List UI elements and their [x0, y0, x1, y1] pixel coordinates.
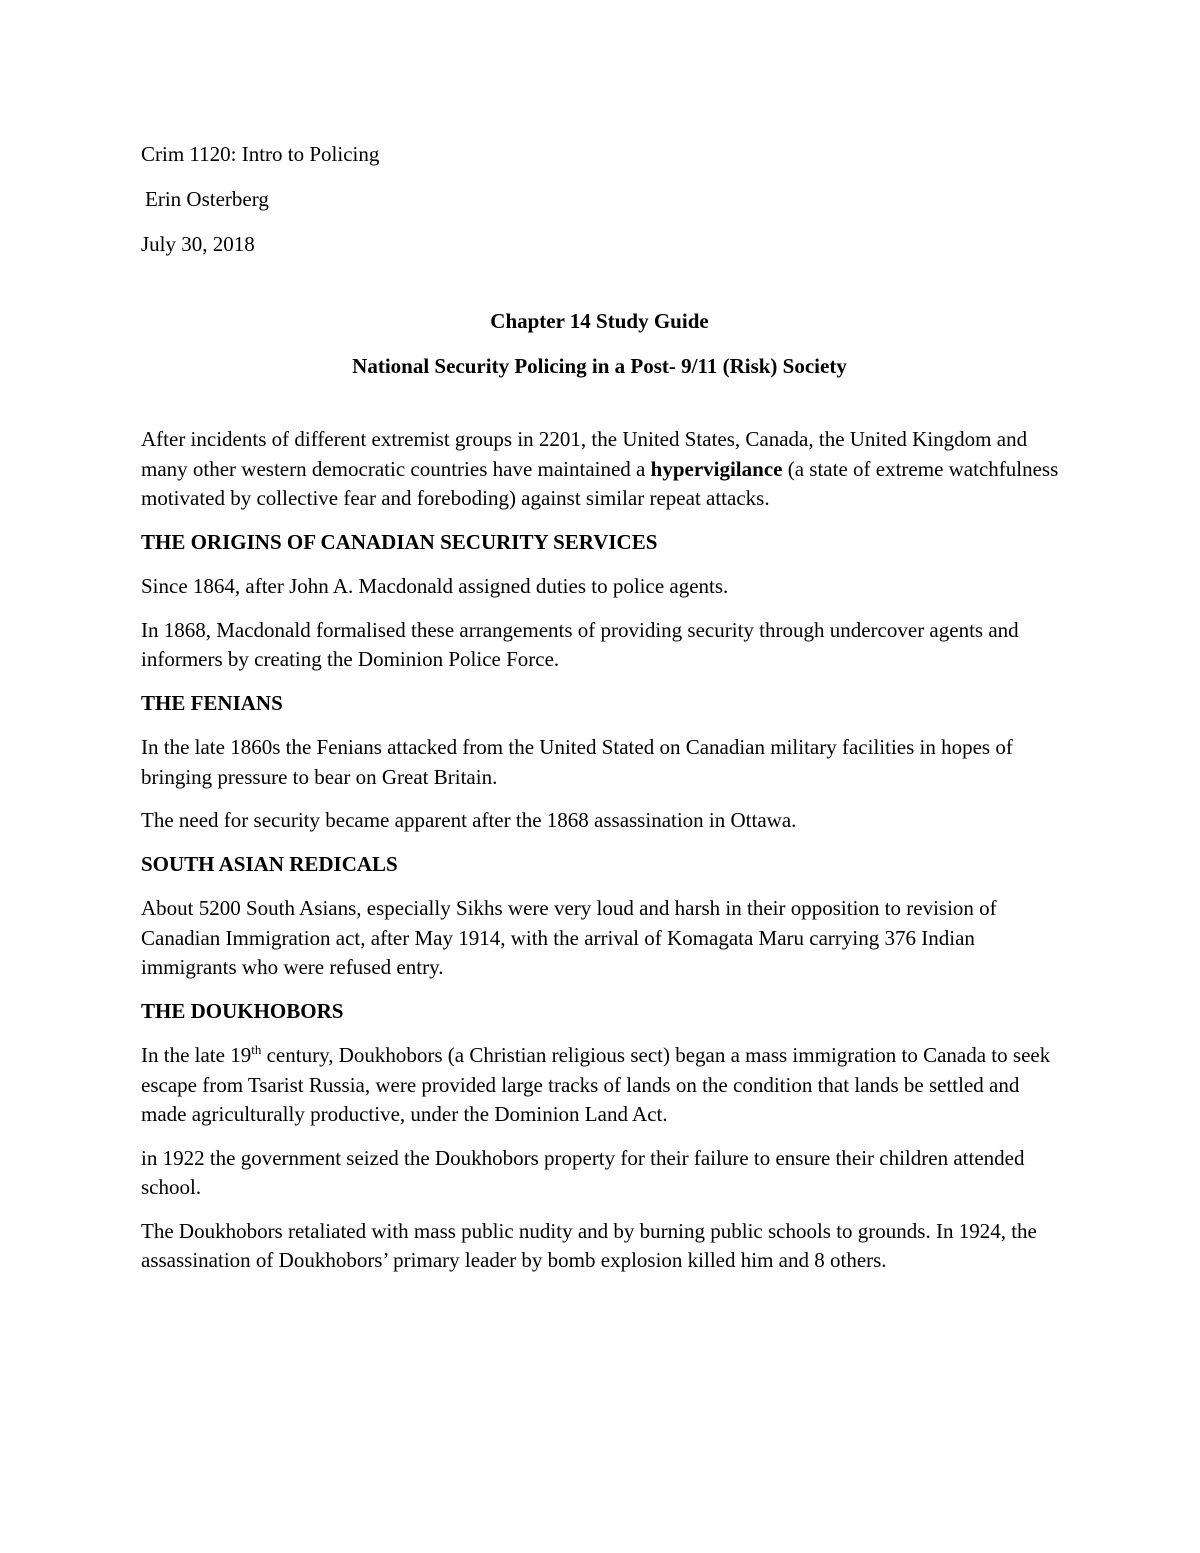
doukhobors-paragraph-2: in 1922 the government seized the Doukhobors property for their failure to ensure their children attended school.	[141, 1145, 1025, 1199]
course-title: Crim 1120: Intro to Policing	[141, 142, 380, 166]
title-block	[141, 307, 1066, 397]
intro-text-before: After incidents of different extremist groups in 2201, the United States, Canada, the United Kingdom and many other western democratic countries have maintained a	[141, 427, 1028, 481]
origins-paragraph-2: In 1868, Macdonald formalised these arrangements of providing security through undercover agents and informers by creating the Dominion Police Force.	[141, 617, 1019, 671]
intro-paragraph	[141, 425, 1066, 514]
fenians-paragraph-1: In the late 1860s the Fenians attacked from the United Stated on Canadian military facilities in hopes of bringing pressure to bear on Great Britain.	[141, 735, 1013, 789]
document-date: July 30, 2018	[141, 232, 255, 256]
fenians-paragraph-2: The need for security became apparent after the 1868 assassination in Ottawa.	[141, 808, 797, 832]
doukhobors-p1-rest: century, Doukhobors (a Christian religious sect) began a mass immigration to Canada to seek escape from Tsarist Russia, were provided large tracks of lands on the condition that lands be settled and made agriculturally productive, under the Dominion Land Act.	[141, 1043, 1051, 1126]
section-heading-south-asian: SOUTH ASIAN REDICALS	[141, 851, 398, 876]
south-asian-paragraph-1: About 5200 South Asians, especially Sikhs were very loud and harsh in their opposition to revision of Canadian Immigration act, after May 1914, with the arrival of Komagata Maru carrying 376 Indian immigrants who were refused entry.	[141, 896, 997, 979]
section-heading-origins: THE ORIGINS OF CANADIAN SECURITY SERVICES	[141, 529, 658, 554]
section-heading-doukhobors: THE DOUKHOBORS	[141, 998, 344, 1023]
study-guide-content	[141, 425, 1066, 1276]
origins-paragraph-1: Since 1864, after John A. Macdonald assigned duties to police agents.	[141, 574, 729, 598]
intro-text-after: (a state of extreme watchfulness motivated by collective fear and foreboding) against similar repeat attacks.	[141, 456, 1059, 510]
chapter-subtitle: National Security Policing in a Post- 9/11 (Risk) Society	[352, 354, 847, 378]
author-name: Erin Osterberg	[145, 187, 269, 211]
doukhobors-paragraph-3: The Doukhobors retaliated with mass public nudity and by burning public schools to grounds. In 1924, the assassination of Doukhobors’ primary leader by bomb explosion killed him and 8 others.	[141, 1218, 1037, 1272]
hypervigilance-term: hypervigilance	[650, 456, 783, 481]
document-body	[141, 140, 1066, 1290]
section-heading-fenians: THE FENIANS	[141, 690, 283, 715]
chapter-title: Chapter 14 Study Guide	[490, 309, 709, 333]
ordinal-superscript: th	[251, 1042, 262, 1057]
doukhobors-paragraph-1	[141, 1041, 1066, 1130]
doukhobors-p1-start: In the late 19	[141, 1043, 252, 1067]
